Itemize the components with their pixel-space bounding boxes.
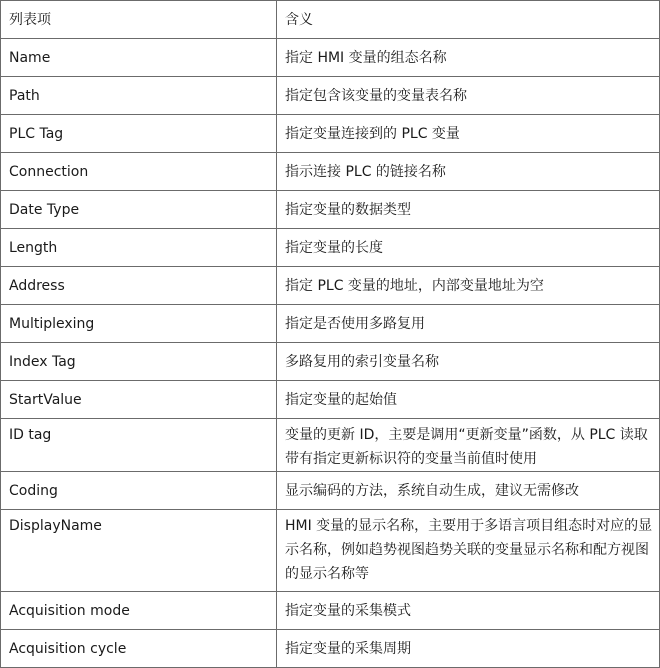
row-meaning: 指定变量的采集周期 [277,630,660,668]
row-meaning: HMI 变量的显示名称，主要用于多语言项目组态时对应的显示名称，例如趋势视图趋势关联的变量显示名称和配方视图的显示名称等 [277,510,660,592]
row-meaning: 指定是否使用多路复用 [277,305,660,343]
table-row [1,305,660,343]
row-meaning: 变量的更新 ID，主要是调用“更新变量”函数，从 PLC 读取带有指定更新标识符的变量当前值时使用 [277,419,660,472]
row-item: Date Type [1,191,277,229]
table-row [1,153,660,191]
table-row [1,472,660,510]
table-row [1,343,660,381]
row-item: Name [1,39,277,77]
row-item: Address [1,267,277,305]
row-item: Acquisition cycle [1,630,277,668]
row-meaning: 指定 PLC 变量的地址，内部变量地址为空 [277,267,660,305]
row-meaning: 指定变量的长度 [277,229,660,267]
row-item: Index Tag [1,343,277,381]
table-row [1,419,660,472]
table-row [1,510,660,592]
table-row [1,77,660,115]
row-meaning: 指定变量连接到的 PLC 变量 [277,115,660,153]
table-row [1,592,660,630]
row-meaning: 指定变量的采集模式 [277,592,660,630]
table-row [1,39,660,77]
row-meaning: 指示连接 PLC 的链接名称 [277,153,660,191]
table-row [1,267,660,305]
header-item: 列表项 [1,1,277,39]
row-meaning: 指定变量的起始值 [277,381,660,419]
row-item: Length [1,229,277,267]
header-meaning: 含义 [277,1,660,39]
table-row [1,229,660,267]
row-item: PLC Tag [1,115,277,153]
row-item: Multiplexing [1,305,277,343]
table-row [1,381,660,419]
table-row [1,630,660,668]
row-meaning: 指定 HMI 变量的组态名称 [277,39,660,77]
row-item: Acquisition mode [1,592,277,630]
table-row [1,115,660,153]
table-row [1,191,660,229]
row-item: Path [1,77,277,115]
row-meaning: 指定包含该变量的变量表名称 [277,77,660,115]
row-item: StartValue [1,381,277,419]
table-header-row [1,1,660,39]
row-item: DisplayName [1,510,277,592]
row-item: Coding [1,472,277,510]
row-meaning: 显示编码的方法，系统自动生成，建议无需修改 [277,472,660,510]
row-item: Connection [1,153,277,191]
row-item: ID tag [1,419,277,472]
row-meaning: 指定变量的数据类型 [277,191,660,229]
row-meaning: 多路复用的索引变量名称 [277,343,660,381]
